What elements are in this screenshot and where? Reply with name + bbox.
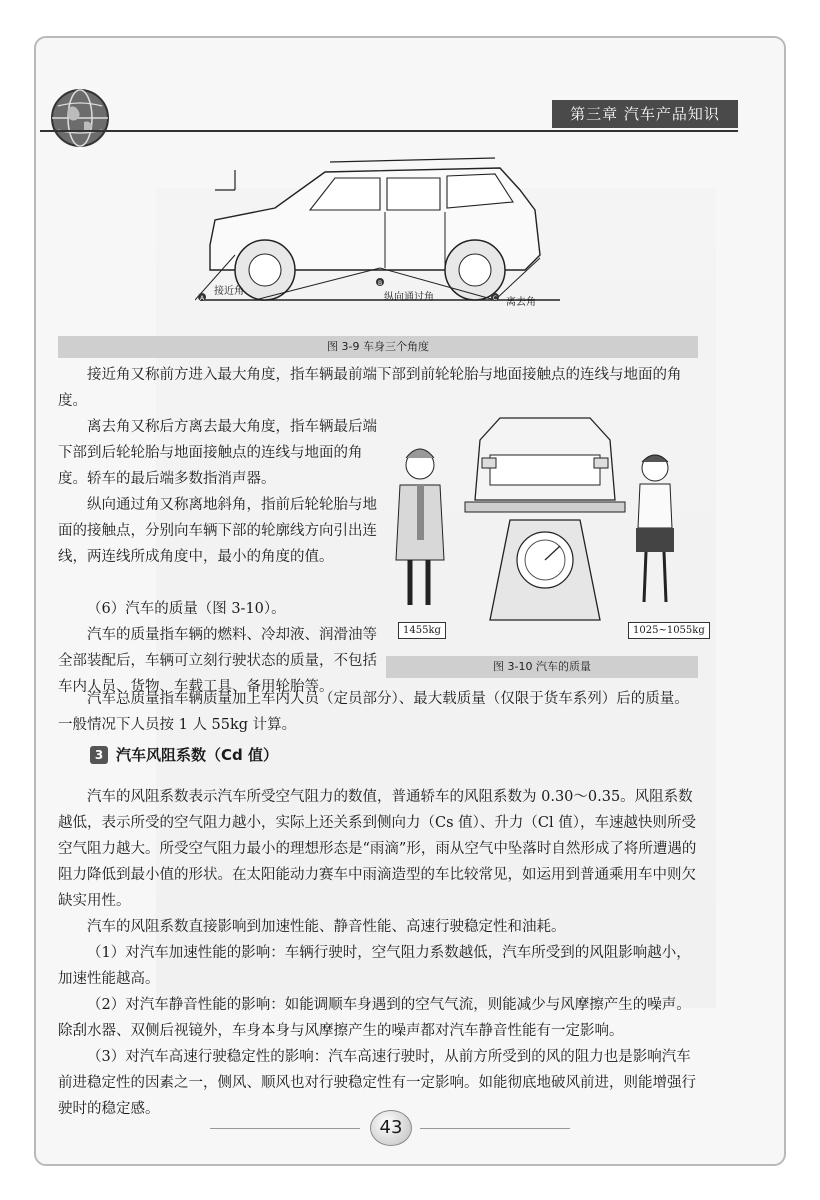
paragraph-stability: （3）对汽车高速行驶稳定性的影响：汽车高速行驶时，从前方所受到的风的阻力也是影响汽车前进稳定性的因素之一，侧风、顺风也对行驶稳定性有一定影响。如能彻底地破风前进，则能增强行驶时的稳定感。 bbox=[58, 1049, 696, 1117]
paragraph-drag-coefficient: 汽车的风阻系数表示汽车所受空气阻力的数值，普通轿车的风阻系数为 0.30～0.35。风阻系数越低，表示所受的空气阻力越小，实际上还关系到侧向力（Cs 值）、升力（Cl 值），车速越快则所受空气阻力越大。所受空气阻力最小的理想形态是“雨滴”形，雨从空气中坠落时自然形成了将所遭遇的阻力降低到最小值的形状。在太阳能动力赛车中雨滴造型的车比较常见，如运用到普通乘用车中则欠缺实用性。 bbox=[58, 789, 697, 909]
label-departure-angle: 离去角 bbox=[506, 297, 536, 308]
right-weight-label: 1025~1055kg bbox=[628, 622, 710, 639]
paragraph-departure-angle: 离去角又称后方离去最大角度，指车辆最后端下部到后轮轮胎与地面接触点的连线与地面的角度。轿车的最后端多数指消声器。 bbox=[58, 419, 377, 487]
section-number-badge: 3 bbox=[90, 746, 108, 764]
page-footer bbox=[210, 1108, 570, 1148]
globe-logo-icon bbox=[48, 86, 112, 150]
angle-point-label-c: C bbox=[492, 295, 498, 302]
footer-rule-right bbox=[420, 1128, 570, 1129]
paragraph-drag-effects: 汽车的风阻系数直接影响到加速性能、静音性能、高速行驶稳定性和油耗。 bbox=[87, 919, 566, 935]
angle-point-label-a: A bbox=[199, 295, 205, 302]
header-rule bbox=[40, 130, 738, 132]
section-3-title bbox=[90, 744, 278, 765]
paragraph-vehicle-mass-heading: （6）汽车的质量（图 3-10）。 bbox=[87, 601, 286, 617]
page-number: 43 bbox=[370, 1110, 412, 1146]
paragraph-vehicle-mass: 汽车的质量指车辆的燃料、冷却液、润滑油等全部装配后，车辆可立刻行驶状态的质量，不包括车内人员、货物、车载工具、备用轮胎等。 bbox=[58, 627, 377, 695]
section-3-title-text: 汽车风阻系数（Cd 值） bbox=[116, 746, 278, 764]
paragraph-acceleration: （1）对汽车加速性能的影响：车辆行驶时，空气阻力系数越低，汽车所受到的风阻影响越小，加速性能越高。 bbox=[58, 945, 691, 987]
label-ramp-angle: 纵向通过角 bbox=[384, 292, 434, 303]
left-weight-label: 1455kg bbox=[398, 622, 446, 639]
angle-point-label-b: B bbox=[377, 280, 383, 287]
paragraph-gross-mass: 汽车总质量指车辆质量加上车内人员（定员部分）、最大载质量（仅限于货车系列）后的质量。一般情况下人员按 1 人 55kg 计算。 bbox=[58, 691, 689, 733]
footer-rule-left bbox=[210, 1128, 360, 1129]
chapter-header: 第三章 汽车产品知识 bbox=[552, 100, 738, 128]
paragraph-ramp-angle: 纵向通过角又称离地斜角，指前后轮轮胎与地面的接触点，分别向车辆下部的轮廓线方向引出连线，两连线所成角度中，最小的角度的值。 bbox=[58, 497, 377, 565]
paragraph-approach-angle: 接近角又称前方进入最大角度，指车辆最前端下部到前轮轮胎与地面接触点的连线与地面的角度。 bbox=[58, 367, 682, 409]
figure-3-10-caption: 图 3-10 汽车的质量 bbox=[386, 656, 698, 678]
label-approach-angle: 接近角 bbox=[214, 286, 244, 297]
figure-3-10-vehicle-mass bbox=[390, 410, 710, 645]
figure-3-9-caption: 图 3-9 车身三个角度 bbox=[58, 336, 698, 358]
paragraph-quietness: （2）对汽车静音性能的影响：如能调顺车身遇到的空气气流，则能减少与风摩擦产生的噪声。除刮水器、双侧后视镜外，车身本身与风摩擦产生的噪声都对汽车静音性能有一定影响。 bbox=[58, 997, 691, 1039]
